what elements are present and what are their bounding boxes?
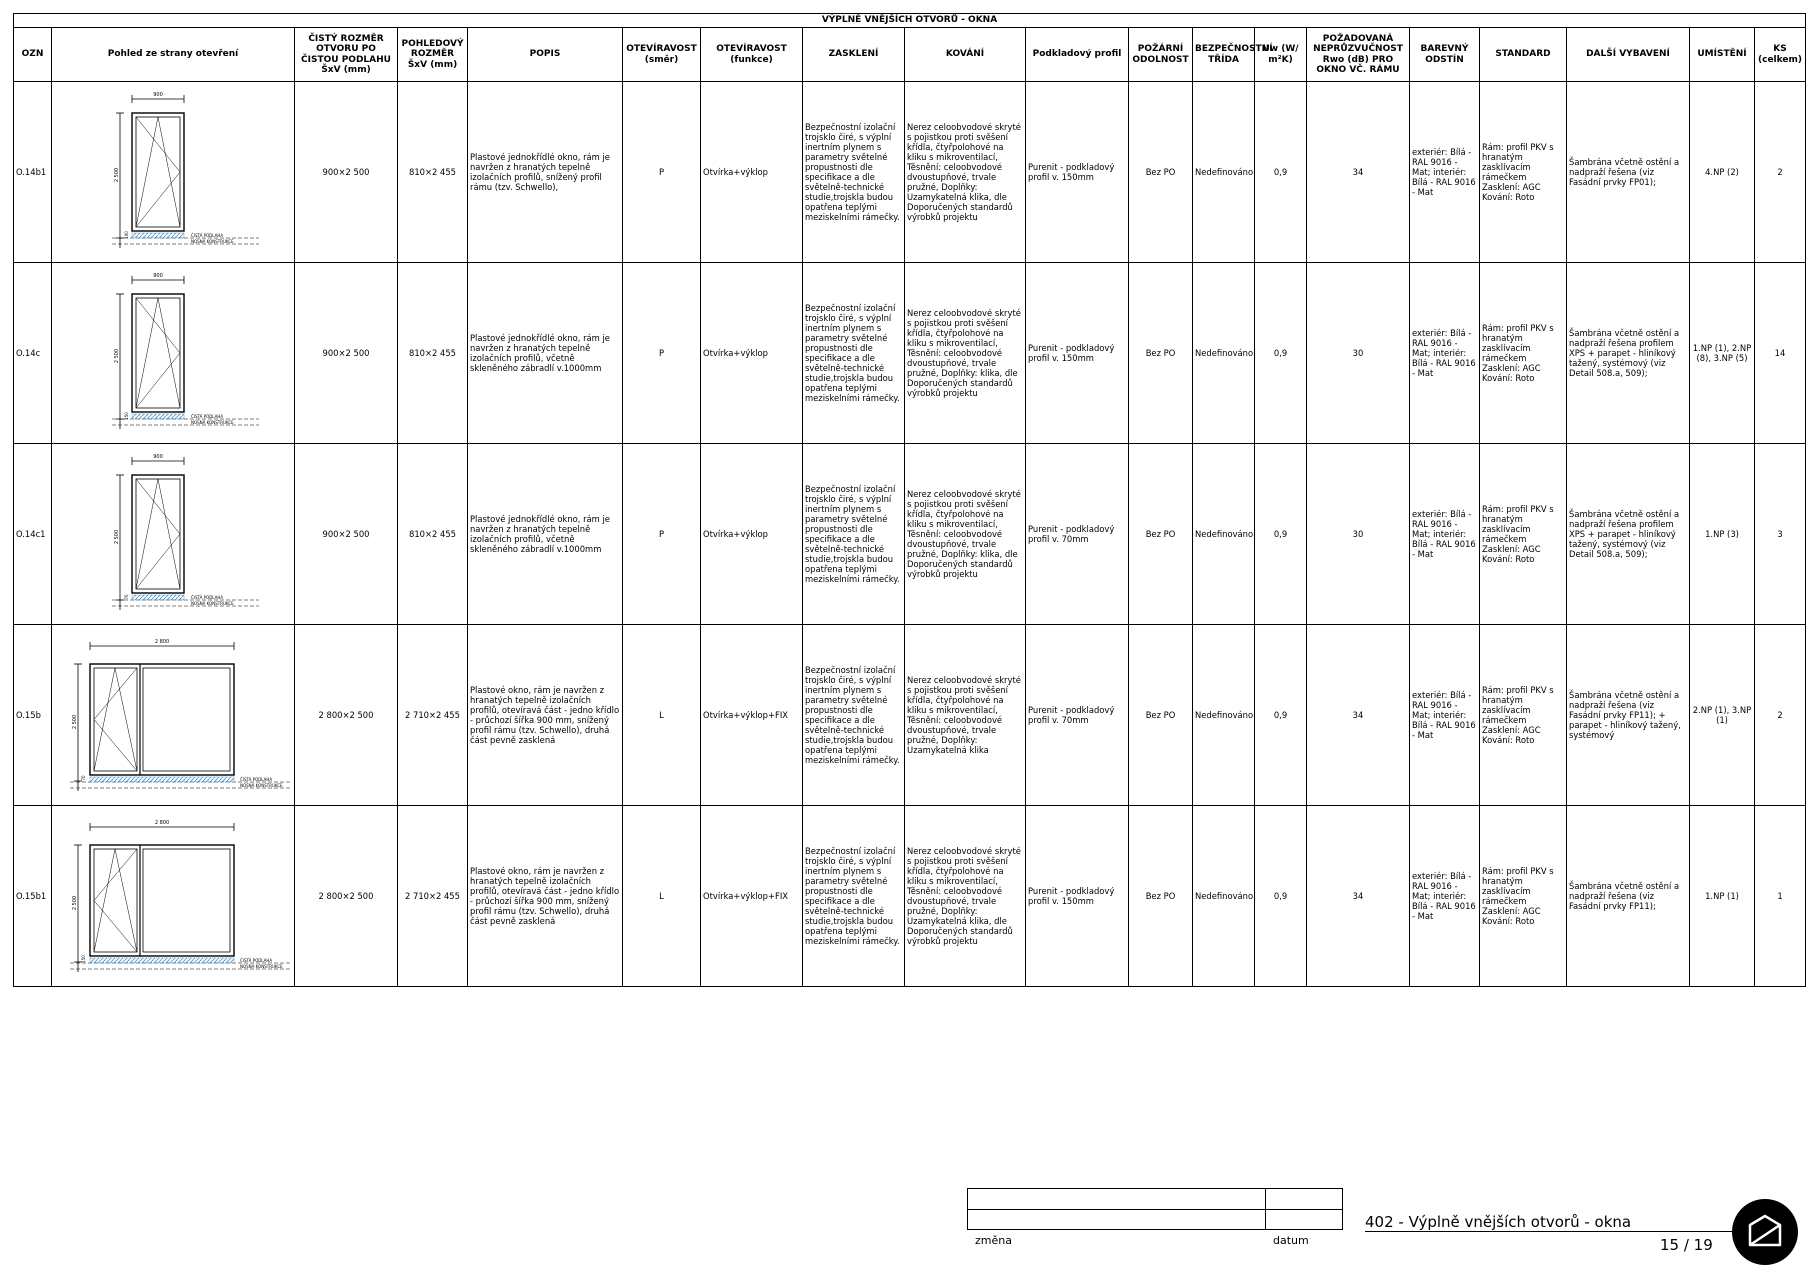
cell-uw: 0,9 bbox=[1255, 263, 1307, 444]
window-sash bbox=[136, 298, 180, 408]
cell-oteviravost-smer: L bbox=[623, 806, 701, 987]
table-row bbox=[14, 263, 1806, 444]
header-standard: STANDARD bbox=[1480, 28, 1567, 82]
window-drawing bbox=[54, 264, 297, 442]
cell-kovani: Nerez celoobvodové skryté s pojistkou proti svěšení křídla, čtyřpolohové na kliku s mikroventilací, Těsnění: celoobvodové dvoustupňové, trvale pružné, Doplňky: klika, dle Doporučených standardů výrobků projektu bbox=[905, 263, 1026, 444]
date-label: datum bbox=[1273, 1234, 1309, 1247]
table-row bbox=[14, 444, 1806, 625]
cell-umisteni: 2.NP (1), 3.NP (1) bbox=[1690, 625, 1755, 806]
cell-standard: Rám: profil PKV s hranatým zasklívacím rámečkem Zasklení: AGC Kování: Roto bbox=[1480, 806, 1567, 987]
window-sash bbox=[94, 849, 137, 952]
cell-zaskleni: Bezpečnostní izolační trojsklo čiré, s výplní inertním plynem s parametry světelné propustnosti dle specifikace a dle světelně-technické studie,trojskla budou opatřena teplými meziskelními rámečky. bbox=[803, 444, 905, 625]
height-label: 2 500 bbox=[114, 167, 120, 183]
header-pozarni-odolnost: POŽÁRNÍ ODOLNOST bbox=[1129, 28, 1193, 82]
window-schedule-table bbox=[13, 13, 1806, 987]
cell-standard: Rám: profil PKV s hranatým zasklívacím rámečkem Zasklení: AGC Kování: Roto bbox=[1480, 625, 1567, 806]
structure-label: NOSNÁ KONSTRUKCE bbox=[240, 964, 283, 969]
header-oteviravost-smer: OTEVÍRAVOST (směr) bbox=[623, 28, 701, 82]
header-ks: KS (celkem) bbox=[1755, 28, 1806, 82]
height-label: 2 500 bbox=[114, 529, 120, 545]
cell-ozn: O.15b bbox=[14, 625, 52, 806]
header-zaskleni: ZASKLENÍ bbox=[803, 28, 905, 82]
cell-ks: 1 bbox=[1755, 806, 1806, 987]
width-label: 2 800 bbox=[154, 820, 170, 826]
window-drawing bbox=[54, 807, 297, 985]
width-label: 900 bbox=[153, 273, 163, 279]
floor-hatch bbox=[90, 777, 234, 782]
cell-oteviravost-funkce: Otvírka+výklop+FIX bbox=[701, 625, 803, 806]
cell-uw: 0,9 bbox=[1255, 625, 1307, 806]
cell-drawing bbox=[52, 806, 295, 987]
revision-box bbox=[967, 1188, 1343, 1230]
cell-dalsi-vybaveni: Šambrána včetně ostění a nadpraží řešena profilem XPS + parapet - hliníkový tažený, systémový (viz Detail 508.a, 509); bbox=[1567, 444, 1690, 625]
cell-ozn: O.15b1 bbox=[14, 806, 52, 987]
cell-pohledovy-rozmer: 2 710×2 455 bbox=[398, 625, 468, 806]
header-uw: Uw (W/ m²K) bbox=[1255, 28, 1307, 82]
header-ozn: OZN bbox=[14, 28, 52, 82]
floor-hatch bbox=[132, 595, 184, 600]
opening-indicator bbox=[136, 479, 180, 589]
header-cisty-rozmer: ČISTÝ ROZMĚR OTVORU PO ČISTOU PODLAHU ŠxV (mm) bbox=[295, 28, 398, 82]
cell-cisty-rozmer: 900×2 500 bbox=[295, 82, 398, 263]
cell-standard: Rám: profil PKV s hranatým zasklívacím rámečkem Zasklení: AGC Kování: Roto bbox=[1480, 263, 1567, 444]
cell-pohledovy-rozmer: 810×2 455 bbox=[398, 263, 468, 444]
cell-standard: Rám: profil PKV s hranatým zasklívacím rámečkem Zasklení: AGC Kování: Roto bbox=[1480, 82, 1567, 263]
cell-oteviravost-funkce: Otvírka+výklop bbox=[701, 82, 803, 263]
tilt-indicator bbox=[136, 479, 180, 589]
cell-bezpecnostni-trida: Nedefinováno bbox=[1193, 82, 1255, 263]
cell-drawing bbox=[52, 625, 295, 806]
floor-label: ČISTÁ PODLAHA bbox=[191, 233, 224, 238]
cell-oteviravost-smer: P bbox=[623, 444, 701, 625]
cell-bezpecnostni-trida: Nedefinováno bbox=[1193, 444, 1255, 625]
cell-dalsi-vybaveni: Šambrána včetně ostění a nadpraží řešena (viz Fasádní prvky FP11); bbox=[1567, 806, 1690, 987]
cell-ozn: O.14c bbox=[14, 263, 52, 444]
cell-popis: Plastové jednokřídlé okno, rám je navržen z hranatých tepelně izolačních profilů, včetně skleněného zábradlí v.1000mm bbox=[468, 444, 623, 625]
cell-standard: Rám: profil PKV s hranatým zasklívacím rámečkem Zasklení: AGC Kování: Roto bbox=[1480, 444, 1567, 625]
cell-popis: Plastové okno, rám je navržen z hranatých tepelně izolačních profilů, otevíravá část - jedno křídlo - průchozí šířka 900 mm, snížený profil rámu (tzv. Schwello), druhá část pevně zasklená bbox=[468, 806, 623, 987]
cell-ozn: O.14c1 bbox=[14, 444, 52, 625]
cell-nepruzvucnost: 30 bbox=[1307, 444, 1410, 625]
cell-podkladovy-profil: Purenit - podkladový profil v. 70mm bbox=[1026, 625, 1129, 806]
opening-indicator bbox=[136, 298, 180, 408]
cell-ozn: O.14b1 bbox=[14, 82, 52, 263]
header-umisteni: UMÍSTĚNÍ bbox=[1690, 28, 1755, 82]
sill-label: 100 bbox=[124, 231, 129, 239]
header-popis: POPIS bbox=[468, 28, 623, 82]
cell-oteviravost-funkce: Otvírka+výklop bbox=[701, 263, 803, 444]
cell-zaskleni: Bezpečnostní izolační trojsklo čiré, s výplní inertním plynem s parametry světelné propustnosti dle specifikace a dle světelně-technické studie,trojskla budou opatřena teplými meziskelními rámečky. bbox=[803, 806, 905, 987]
cell-kovani: Nerez celoobvodové skryté s pojistkou proti svěšení křídla, čtyřpolohové na kliku s mikroventilací, Těsnění: celoobvodové dvoustupňové, trvale pružné, Doplňky: Uzamykatelná klika, dle Doporučených standardů výrobků projektu bbox=[905, 82, 1026, 263]
floor-hatch bbox=[132, 233, 184, 238]
window-frame bbox=[132, 113, 184, 231]
table-row bbox=[14, 625, 1806, 806]
cell-podkladovy-profil: Purenit - podkladový profil v. 150mm bbox=[1026, 263, 1129, 444]
header-nepruzvucnost: POŽADOVANÁ NEPRŮZVUČNOST Rwo (dB) PRO OKNO VČ. RÁMU bbox=[1307, 28, 1410, 82]
cell-umisteni: 1.NP (1) bbox=[1690, 806, 1755, 987]
cell-pohledovy-rozmer: 2 710×2 455 bbox=[398, 806, 468, 987]
table-title: VÝPLNĚ VNĚJŠÍCH OTVORŮ - OKNA bbox=[14, 14, 1806, 28]
window-drawing bbox=[54, 445, 297, 623]
title-underline bbox=[1365, 1231, 1745, 1232]
opening-indicator bbox=[94, 849, 137, 952]
cell-bezpecnostni-trida: Nedefinováno bbox=[1193, 806, 1255, 987]
header-row bbox=[14, 28, 1806, 82]
window-frame bbox=[90, 664, 234, 775]
cell-uw: 0,9 bbox=[1255, 444, 1307, 625]
height-label: 2 500 bbox=[114, 348, 120, 364]
cell-zaskleni: Bezpečnostní izolační trojsklo čiré, s výplní inertním plynem s parametry světelné propustnosti dle specifikace a dle světelně-technické studie,trojskla budou opatřena teplými meziskelními rámečky. bbox=[803, 625, 905, 806]
fixed-glazing bbox=[143, 849, 230, 952]
width-label: 900 bbox=[153, 454, 163, 460]
cell-dalsi-vybaveni: Šambrána včetně ostění a nadpraží řešena (viz Fasádní prvky FP11); + parapet - hliníkový tažený, systémový bbox=[1567, 625, 1690, 806]
cell-podkladovy-profil: Purenit - podkladový profil v. 70mm bbox=[1026, 444, 1129, 625]
sill-label: 70 bbox=[81, 775, 86, 781]
cell-nepruzvucnost: 34 bbox=[1307, 82, 1410, 263]
table-row bbox=[14, 82, 1806, 263]
cell-kovani: Nerez celoobvodové skryté s pojistkou proti svěšení křídla, čtyřpolohové na kliku s mikroventilací, Těsnění: celoobvodové dvoustupňové, trvale pružné, Doplňky: klika, dle Doporučených standardů výrobků projektu bbox=[905, 444, 1026, 625]
cell-oteviravost-funkce: Otvírka+výklop bbox=[701, 444, 803, 625]
cell-drawing bbox=[52, 444, 295, 625]
floor-hatch bbox=[90, 958, 234, 963]
structure-label: NOSNÁ KONSTRUKCE bbox=[240, 783, 283, 788]
table-row bbox=[14, 806, 1806, 987]
header-kovani: KOVÁNÍ bbox=[905, 28, 1026, 82]
cell-pohledovy-rozmer: 810×2 455 bbox=[398, 82, 468, 263]
width-label: 900 bbox=[153, 92, 163, 98]
cell-oteviravost-smer: L bbox=[623, 625, 701, 806]
cell-barevny-odstin: exteriér: Bílá - RAL 9016 - Mat; interiér: Bílá - RAL 9016 - Mat bbox=[1410, 263, 1480, 444]
floor-label: ČISTÁ PODLAHA bbox=[191, 414, 224, 419]
cell-oteviravost-smer: P bbox=[623, 82, 701, 263]
page-number: 15 / 19 bbox=[1660, 1236, 1713, 1254]
window-drawing bbox=[54, 83, 297, 261]
cell-cisty-rozmer: 900×2 500 bbox=[295, 444, 398, 625]
header-barevny-odstin: BAREVNÝ ODSTÍN bbox=[1410, 28, 1480, 82]
cell-umisteni: 1.NP (3) bbox=[1690, 444, 1755, 625]
cell-cisty-rozmer: 2 800×2 500 bbox=[295, 625, 398, 806]
height-label: 2 500 bbox=[72, 714, 78, 730]
cell-podkladovy-profil: Purenit - podkladový profil v. 150mm bbox=[1026, 806, 1129, 987]
sill-label: 70 bbox=[124, 594, 129, 600]
fixed-glazing bbox=[143, 668, 230, 771]
cell-oteviravost-funkce: Otvírka+výklop+FIX bbox=[701, 806, 803, 987]
cell-pozarni-odolnost: Bez PO bbox=[1129, 806, 1193, 987]
revision-box-column-divider bbox=[1265, 1189, 1266, 1229]
floor-label: ČISTÁ PODLAHA bbox=[240, 777, 273, 782]
cell-barevny-odstin: exteriér: Bílá - RAL 9016 - Mat; interiér: Bílá - RAL 9016 - Mat bbox=[1410, 82, 1480, 263]
tilt-indicator bbox=[136, 298, 180, 408]
header-bezpecnostni-trida: BEZPEČNOSTNÍ TŘÍDA bbox=[1193, 28, 1255, 82]
window-frame bbox=[132, 294, 184, 412]
window-sash bbox=[136, 479, 180, 589]
cell-pozarni-odolnost: Bez PO bbox=[1129, 444, 1193, 625]
cell-dalsi-vybaveni: Šambrána včetně ostění a nadpraží řešena (viz Fasádní prvky FP01); bbox=[1567, 82, 1690, 263]
sill-label: 150 bbox=[124, 412, 129, 420]
cell-cisty-rozmer: 900×2 500 bbox=[295, 263, 398, 444]
window-sash bbox=[136, 117, 180, 227]
cell-ks: 14 bbox=[1755, 263, 1806, 444]
header-pohled: Pohled ze strany otevření bbox=[52, 28, 295, 82]
cell-popis: Plastové okno, rám je navržen z hranatých tepelně izolačních profilů, otevíravá část - jedno křídlo - průchozí šířka 900 mm, snížený profil rámu (tzv. Schwello), druhá část pevně zasklená bbox=[468, 625, 623, 806]
tilt-indicator bbox=[94, 668, 137, 771]
cell-nepruzvucnost: 34 bbox=[1307, 806, 1410, 987]
cell-ks: 2 bbox=[1755, 625, 1806, 806]
floor-label: ČISTÁ PODLAHA bbox=[191, 595, 224, 600]
header-podkladovy-profil: Podkladový profil bbox=[1026, 28, 1129, 82]
cell-umisteni: 4.NP (2) bbox=[1690, 82, 1755, 263]
cell-zaskleni: Bezpečnostní izolační trojsklo čiré, s výplní inertním plynem s parametry světelné propustnosti dle specifikace a dle světelně-technické studie,trojskla budou opatřena teplými meziskelními rámečky. bbox=[803, 263, 905, 444]
cell-bezpecnostni-trida: Nedefinováno bbox=[1193, 625, 1255, 806]
cell-popis: Plastové jednokřídlé okno, rám je navržen z hranatých tepelně izolačních profilů, včetně skleněného zábradlí v.1000mm bbox=[468, 263, 623, 444]
floor-hatch bbox=[132, 414, 184, 419]
window-frame bbox=[90, 845, 234, 956]
opening-indicator bbox=[94, 668, 137, 771]
cell-bezpecnostni-trida: Nedefinováno bbox=[1193, 263, 1255, 444]
window-sash bbox=[94, 668, 137, 771]
revision-box-divider bbox=[968, 1209, 1342, 1210]
cell-nepruzvucnost: 34 bbox=[1307, 625, 1410, 806]
window-frame bbox=[132, 475, 184, 593]
cell-barevny-odstin: exteriér: Bílá - RAL 9016 - Mat; interiér: Bílá - RAL 9016 - Mat bbox=[1410, 625, 1480, 806]
change-label: změna bbox=[975, 1234, 1012, 1247]
house-logo-icon bbox=[1731, 1198, 1799, 1266]
tilt-indicator bbox=[136, 117, 180, 227]
cell-podkladovy-profil: Purenit - podkladový profil v. 150mm bbox=[1026, 82, 1129, 263]
height-label: 2 500 bbox=[72, 895, 78, 911]
cell-cisty-rozmer: 2 800×2 500 bbox=[295, 806, 398, 987]
cell-drawing bbox=[52, 82, 295, 263]
cell-uw: 0,9 bbox=[1255, 82, 1307, 263]
window-drawing bbox=[54, 626, 297, 804]
structure-label: NOSNÁ KONSTRUKCE bbox=[191, 420, 234, 425]
header-pohledovy-rozmer: POHLEDOVÝ ROZMĚR ŠxV (mm) bbox=[398, 28, 468, 82]
cell-barevny-odstin: exteriér: Bílá - RAL 9016 - Mat; interiér: Bílá - RAL 9016 - Mat bbox=[1410, 444, 1480, 625]
cell-barevny-odstin: exteriér: Bílá - RAL 9016 - Mat; interiér: Bílá - RAL 9016 - Mat bbox=[1410, 806, 1480, 987]
cell-ks: 3 bbox=[1755, 444, 1806, 625]
opening-indicator bbox=[136, 117, 180, 227]
cell-pozarni-odolnost: Bez PO bbox=[1129, 625, 1193, 806]
cell-umisteni: 1.NP (1), 2.NP (8), 3.NP (5) bbox=[1690, 263, 1755, 444]
cell-zaskleni: Bezpečnostní izolační trojsklo čiré, s výplní inertním plynem s parametry světelné propustnosti dle specifikace a dle světelně-technické studie,trojskla budou opatřena teplými meziskelními rámečky. bbox=[803, 82, 905, 263]
cell-pohledovy-rozmer: 810×2 455 bbox=[398, 444, 468, 625]
width-label: 2 800 bbox=[154, 639, 170, 645]
cell-popis: Plastové jednokřídlé okno, rám je navržen z hranatých tepelně izolačních profilů, snížený profil rámu (tzv. Schwello), bbox=[468, 82, 623, 263]
header-dalsi-vybaveni: DALŠÍ VYBAVENÍ bbox=[1567, 28, 1690, 82]
cell-dalsi-vybaveni: Šambrána včetně ostění a nadpraží řešena profilem XPS + parapet - hliníkový tažený, systémový (viz Detail 508.a, 509); bbox=[1567, 263, 1690, 444]
cell-kovani: Nerez celoobvodové skryté s pojistkou proti svěšení křídla, čtyřpolohové na kliku s mikroventilací, Těsnění: celoobvodové dvoustupňové, trvale pružné, Doplňky: Uzamykatelná klika, dle Doporučených standardů výrobků projektu bbox=[905, 806, 1026, 987]
cell-nepruzvucnost: 30 bbox=[1307, 263, 1410, 444]
structure-label: NOSNÁ KONSTRUKCE bbox=[191, 239, 234, 244]
cell-uw: 0,9 bbox=[1255, 806, 1307, 987]
cell-pozarni-odolnost: Bez PO bbox=[1129, 82, 1193, 263]
cell-ks: 2 bbox=[1755, 82, 1806, 263]
structure-label: NOSNÁ KONSTRUKCE bbox=[191, 601, 234, 606]
document-title: 402 - Výplně vnějších otvorů - okna bbox=[1365, 1213, 1632, 1231]
cell-pozarni-odolnost: Bez PO bbox=[1129, 263, 1193, 444]
cell-oteviravost-smer: P bbox=[623, 263, 701, 444]
cell-kovani: Nerez celoobvodové skryté s pojistkou proti svěšení křídla, čtyřpolohové na kliku s mikroventilací, Těsnění: celoobvodové dvoustupňové, trvale pružné, Doplňky: Uzamykatelná klika bbox=[905, 625, 1026, 806]
floor-label: ČISTÁ PODLAHA bbox=[240, 958, 273, 963]
header-oteviravost-funkce: OTEVÍRAVOST (funkce) bbox=[701, 28, 803, 82]
cell-drawing bbox=[52, 263, 295, 444]
tilt-indicator bbox=[94, 849, 137, 952]
sill-label: 150 bbox=[81, 955, 86, 963]
